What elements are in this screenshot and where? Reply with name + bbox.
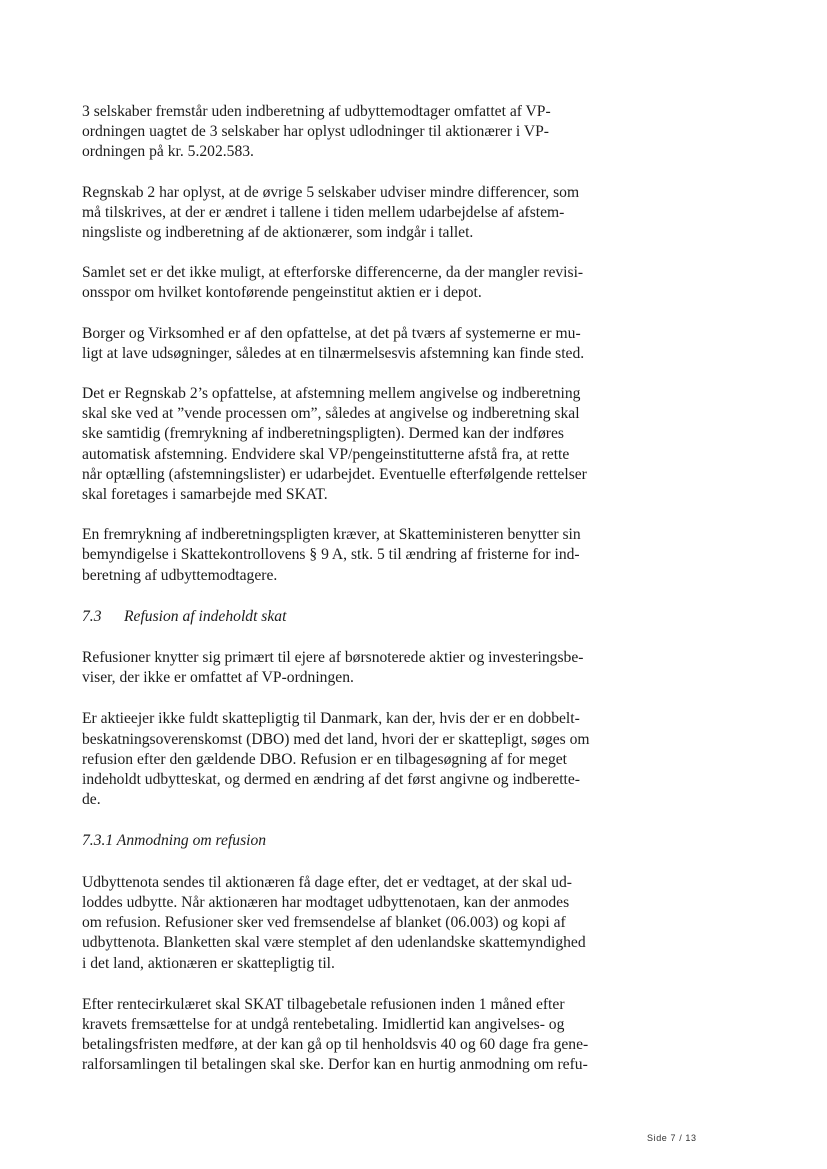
paragraph-regnskab-2-opinion	[82, 384, 638, 505]
text-line: de.	[82, 791, 101, 809]
paragraph-udbyttenota	[82, 873, 638, 974]
text-line: bemyndigelse i Skattekontrollovens § 9 A, stk. 5 til ændring af fristerne for ind-	[82, 546, 580, 564]
section-title: Refusion af indeholdt skat	[124, 607, 287, 625]
text-line: betalingsfristen medføre, at der kan gå op til henholdsvis 40 og 60 dage fra gene-	[82, 1036, 589, 1054]
paragraph-rentecirkulaeret	[82, 995, 638, 1076]
text-line: ordningen på kr. 5.202.583.	[82, 143, 254, 161]
text-line: En fremrykning af indberetningspligten kræver, at Skatteministeren benytter sin	[82, 526, 581, 544]
text-line: Borger og Virksomhed er af den opfattelse, at det på tværs af systemerne er mu-	[82, 324, 581, 342]
text-line: Det er Regnskab 2’s opfattelse, at afstemning mellem angivelse og indberetning	[82, 385, 581, 403]
text-line: i det land, aktionæren er skattepligtig til.	[82, 954, 335, 972]
text-line: indeholdt udbytteskat, og dermed en ændring af det først angivne og indberette-	[82, 771, 581, 789]
section-heading-7-3	[82, 607, 638, 627]
page-number: Side 7 / 13	[647, 1133, 697, 1143]
text-line: om refusion. Refusioner sker ved fremsendelse af blanket (06.003) og kopi af	[82, 914, 566, 932]
paragraph-regnskab-2-differences	[82, 183, 638, 244]
text-line: beretning af udbyttemodtagere.	[82, 566, 278, 584]
text-line: ligt at lave udsøgninger, således at en tilnærmelsesvis afstemning kan finde sted.	[82, 344, 585, 362]
text-line: skal ske ved at ”vende processen om”, således at angivelse og indberetning skal	[82, 405, 580, 423]
section-title: 7.3.1 Anmodning om refusion	[82, 832, 267, 850]
text-line: udbyttenota. Blanketten skal være stemplet af den udenlandske skattemyndighed	[82, 934, 586, 952]
paragraph-refusioner	[82, 648, 638, 688]
text-line: refusion efter den gældende DBO. Refusion er en tilbagesøgning af for meget	[82, 750, 567, 768]
text-line: ningsliste og indberetning af de aktionærer, som indgår i tallet.	[82, 224, 474, 242]
text-line: ske samtidig (fremrykning af indberetningspligten). Dermed kan der indføres	[82, 425, 564, 443]
text-line: når optælling (afstemningslister) er udarbejdet. Eventuelle efterfølgende rettelser	[82, 465, 587, 483]
text-line: ralforsamlingen til betalingen skal ske. Derfor kan en hurtig anmodning om refu-	[82, 1056, 588, 1074]
text-line: skal foretages i samarbejde med SKAT.	[82, 486, 328, 504]
text-line: onsspor om hvilket kontoførende pengeinstitut aktien er i depot.	[82, 284, 482, 302]
text-line: Refusioner knytter sig primært til ejere af børsnoterede aktier og investeringsbe-	[82, 649, 584, 667]
text-line: ordningen uagtet de 3 selskaber har oplyst udlodninger til aktionærer i VP-	[82, 123, 549, 141]
section-heading-7-3-1	[82, 831, 638, 851]
text-line: 3 selskaber fremstår uden indberetning af udbyttemodtager omfattet af VP-	[82, 103, 551, 120]
paragraph-fremrykning	[82, 525, 638, 586]
text-line: Efter rentecirkulæret skal SKAT tilbagebetale refusionen inden 1 måned efter	[82, 995, 565, 1013]
paragraph-3-companies	[82, 102, 638, 163]
text-line: Samlet set er det ikke muligt, at efterforske differencerne, da der mangler revisi-	[82, 264, 584, 282]
text-line: Regnskab 2 har oplyst, at de øvrige 5 selskaber udviser mindre differencer, som	[82, 183, 580, 201]
paragraph-borger-virksomhed	[82, 324, 638, 364]
page-body	[82, 102, 638, 1076]
paragraph-overall-assessment	[82, 263, 638, 303]
text-line: Er aktieejer ikke fuldt skattepligtig til Danmark, kan der, hvis der er en dobbelt-	[82, 710, 580, 728]
text-line: beskatningsoverenskomst (DBO) med det land, hvori der er skattepligt, søges om	[82, 730, 590, 748]
text-line: Udbyttenota sendes til aktionæren få dage efter, det er vedtaget, at der skal ud-	[82, 873, 572, 891]
text-line: viser, der ikke er omfattet af VP-ordningen.	[82, 669, 354, 687]
text-line: kravets fremsættelse for at undgå rentebetaling. Imidlertid kan angivelses- og	[82, 1015, 565, 1033]
text-line: må tilskrives, at der er ændret i tallene i tiden mellem udarbejdelse af afstem-	[82, 203, 565, 221]
section-number: 7.3	[82, 607, 102, 625]
text-line: loddes udbytte. Når aktionæren har modtaget udbyttenotaen, kan der anmodes	[82, 893, 570, 911]
text-line: automatisk afstemning. Endvidere skal VP/pengeinstitutterne afstå fra, at rette	[82, 445, 570, 463]
paragraph-aktieejer	[82, 709, 638, 810]
